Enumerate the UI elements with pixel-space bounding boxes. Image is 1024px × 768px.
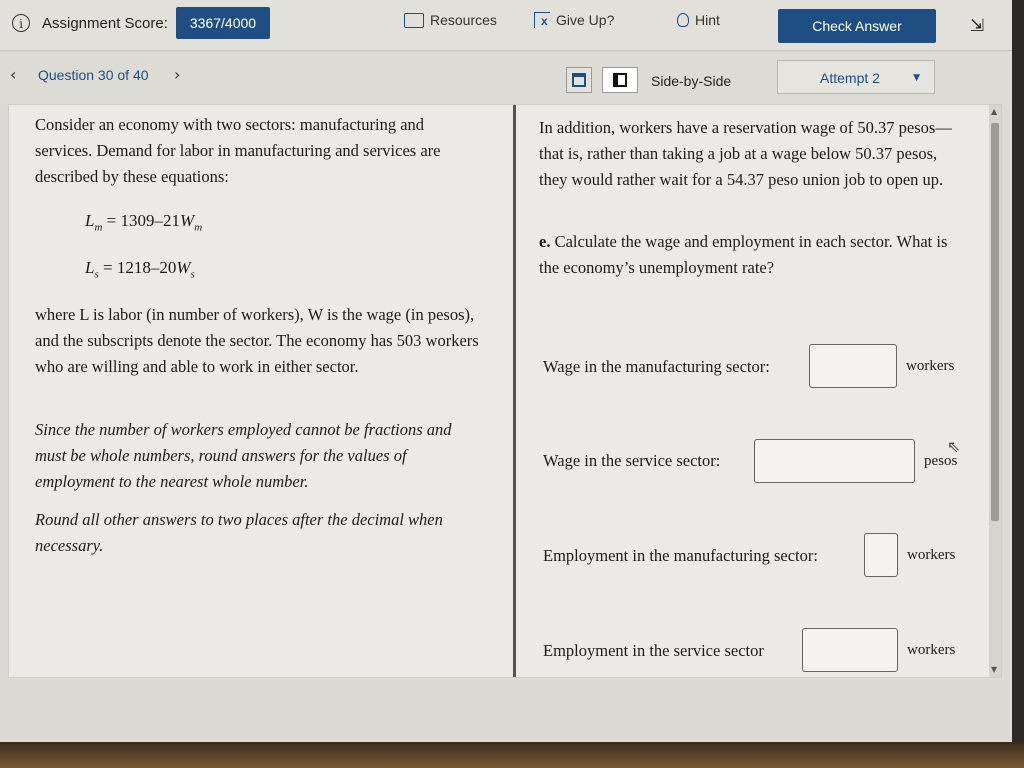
monitor-bezel-right xyxy=(1012,0,1024,742)
eq1-rhs: = 1309–21 xyxy=(106,211,181,230)
attempt-select[interactable] xyxy=(777,60,935,94)
eq1-var-sub: m xyxy=(194,221,203,234)
lightbulb-icon xyxy=(677,13,689,27)
prev-question-chevron-icon[interactable]: ‹ xyxy=(10,65,17,84)
single-view-icon[interactable] xyxy=(566,67,592,93)
equation-services xyxy=(85,258,195,280)
attempt-label: Attempt 2 xyxy=(820,70,880,86)
check-answer-button[interactable]: Check Answer xyxy=(778,9,936,43)
hint-label: Hint xyxy=(695,12,720,28)
part-e-question xyxy=(539,229,969,281)
employment-service-input[interactable] xyxy=(802,628,898,672)
caret-down-icon: ▼ xyxy=(913,73,920,83)
hint-button[interactable] xyxy=(677,12,720,28)
reservation-wage-text: In addition, workers have a reservation wage of 50.37 pesos—that is, rather than taking a job at a wage below 50.37 pesos, they would rather wait for a 54.37 peso union job to open up. xyxy=(539,118,952,189)
eq1-sub: m xyxy=(94,221,103,234)
question-number: Question 30 of 40 xyxy=(38,67,149,83)
field-label-employment-manufacturing: Employment in the manufacturing sector: xyxy=(543,546,818,565)
eq1-var: W xyxy=(180,211,195,230)
mouse-cursor-icon: ⇖ xyxy=(947,437,961,456)
eq2-lhs: L xyxy=(85,258,95,277)
eq2-var-sub: s xyxy=(190,268,195,281)
column-divider[interactable] xyxy=(513,105,516,677)
question-nav-bar xyxy=(0,51,1012,103)
equation-manufacturing xyxy=(85,211,202,233)
give-up-label: Give Up? xyxy=(556,12,615,28)
next-question-chevron-icon[interactable]: › xyxy=(174,65,181,84)
view-mode-label: Side-by-Side xyxy=(651,73,732,89)
resources-label: Resources xyxy=(430,12,497,28)
folder-icon xyxy=(404,13,424,28)
decimal-note: Round all other answers to two places after the decimal when necessary. xyxy=(35,510,443,555)
score-label: Assignment Score: xyxy=(42,14,168,32)
resources-button[interactable] xyxy=(404,12,497,28)
unit-workers: workers xyxy=(906,358,955,374)
monitor-bezel-bottom xyxy=(0,742,1024,768)
scrollbar[interactable] xyxy=(989,105,1001,677)
eq1-lhs: L xyxy=(85,211,95,230)
question-content xyxy=(8,104,1002,678)
scroll-down-icon[interactable]: ▼ xyxy=(991,665,998,674)
give-up-icon: x xyxy=(534,12,550,28)
scroll-up-icon[interactable]: ▲ xyxy=(991,107,998,116)
score-badge: 3367/4000 xyxy=(176,7,270,39)
give-up-button[interactable] xyxy=(534,12,614,28)
wage-service-input[interactable] xyxy=(754,439,915,483)
unit-workers: workers xyxy=(907,547,956,563)
scrollbar-thumb[interactable] xyxy=(991,123,999,521)
collapse-icon[interactable]: ⇲ xyxy=(970,16,985,36)
wage-manufacturing-input[interactable] xyxy=(809,344,897,388)
side-by-side-icon[interactable] xyxy=(602,67,638,93)
field-label-employment-service: Employment in the service sector xyxy=(543,641,764,660)
eq2-sub: s xyxy=(94,268,99,281)
field-label-wage-service: Wage in the service sector: xyxy=(543,451,721,470)
eq2-rhs: = 1218–20 xyxy=(103,258,177,277)
rounding-note: Since the number of workers employed cannot be fractions and must be whole numbers, round answers for the values of employment to the nearest whole number. xyxy=(35,420,452,491)
part-e-text: Calculate the wage and employment in each sector. What is the economy’s unemployment rate? xyxy=(539,232,948,277)
intro-text: Consider an economy with two sectors: manufacturing and services. Demand for labor in manufacturing and services are described by these equations: xyxy=(35,115,441,186)
unit-pesos: pesos xyxy=(924,453,958,469)
employment-manufacturing-input[interactable] xyxy=(864,533,898,577)
info-icon[interactable]: i xyxy=(12,14,30,32)
assignment-score xyxy=(12,8,270,38)
unit-workers: workers xyxy=(907,642,956,658)
eq2-var: W xyxy=(176,258,191,277)
where-text: where L is labor (in number of workers), W is the wage (in pesos), and the subscripts denote the sector. The economy has 503 workers who are willing and able to work in either sector. xyxy=(35,305,479,376)
part-e-label: e. xyxy=(539,232,551,251)
field-label-wage-manufacturing: Wage in the manufacturing sector: xyxy=(543,357,770,376)
top-toolbar xyxy=(0,0,1012,51)
